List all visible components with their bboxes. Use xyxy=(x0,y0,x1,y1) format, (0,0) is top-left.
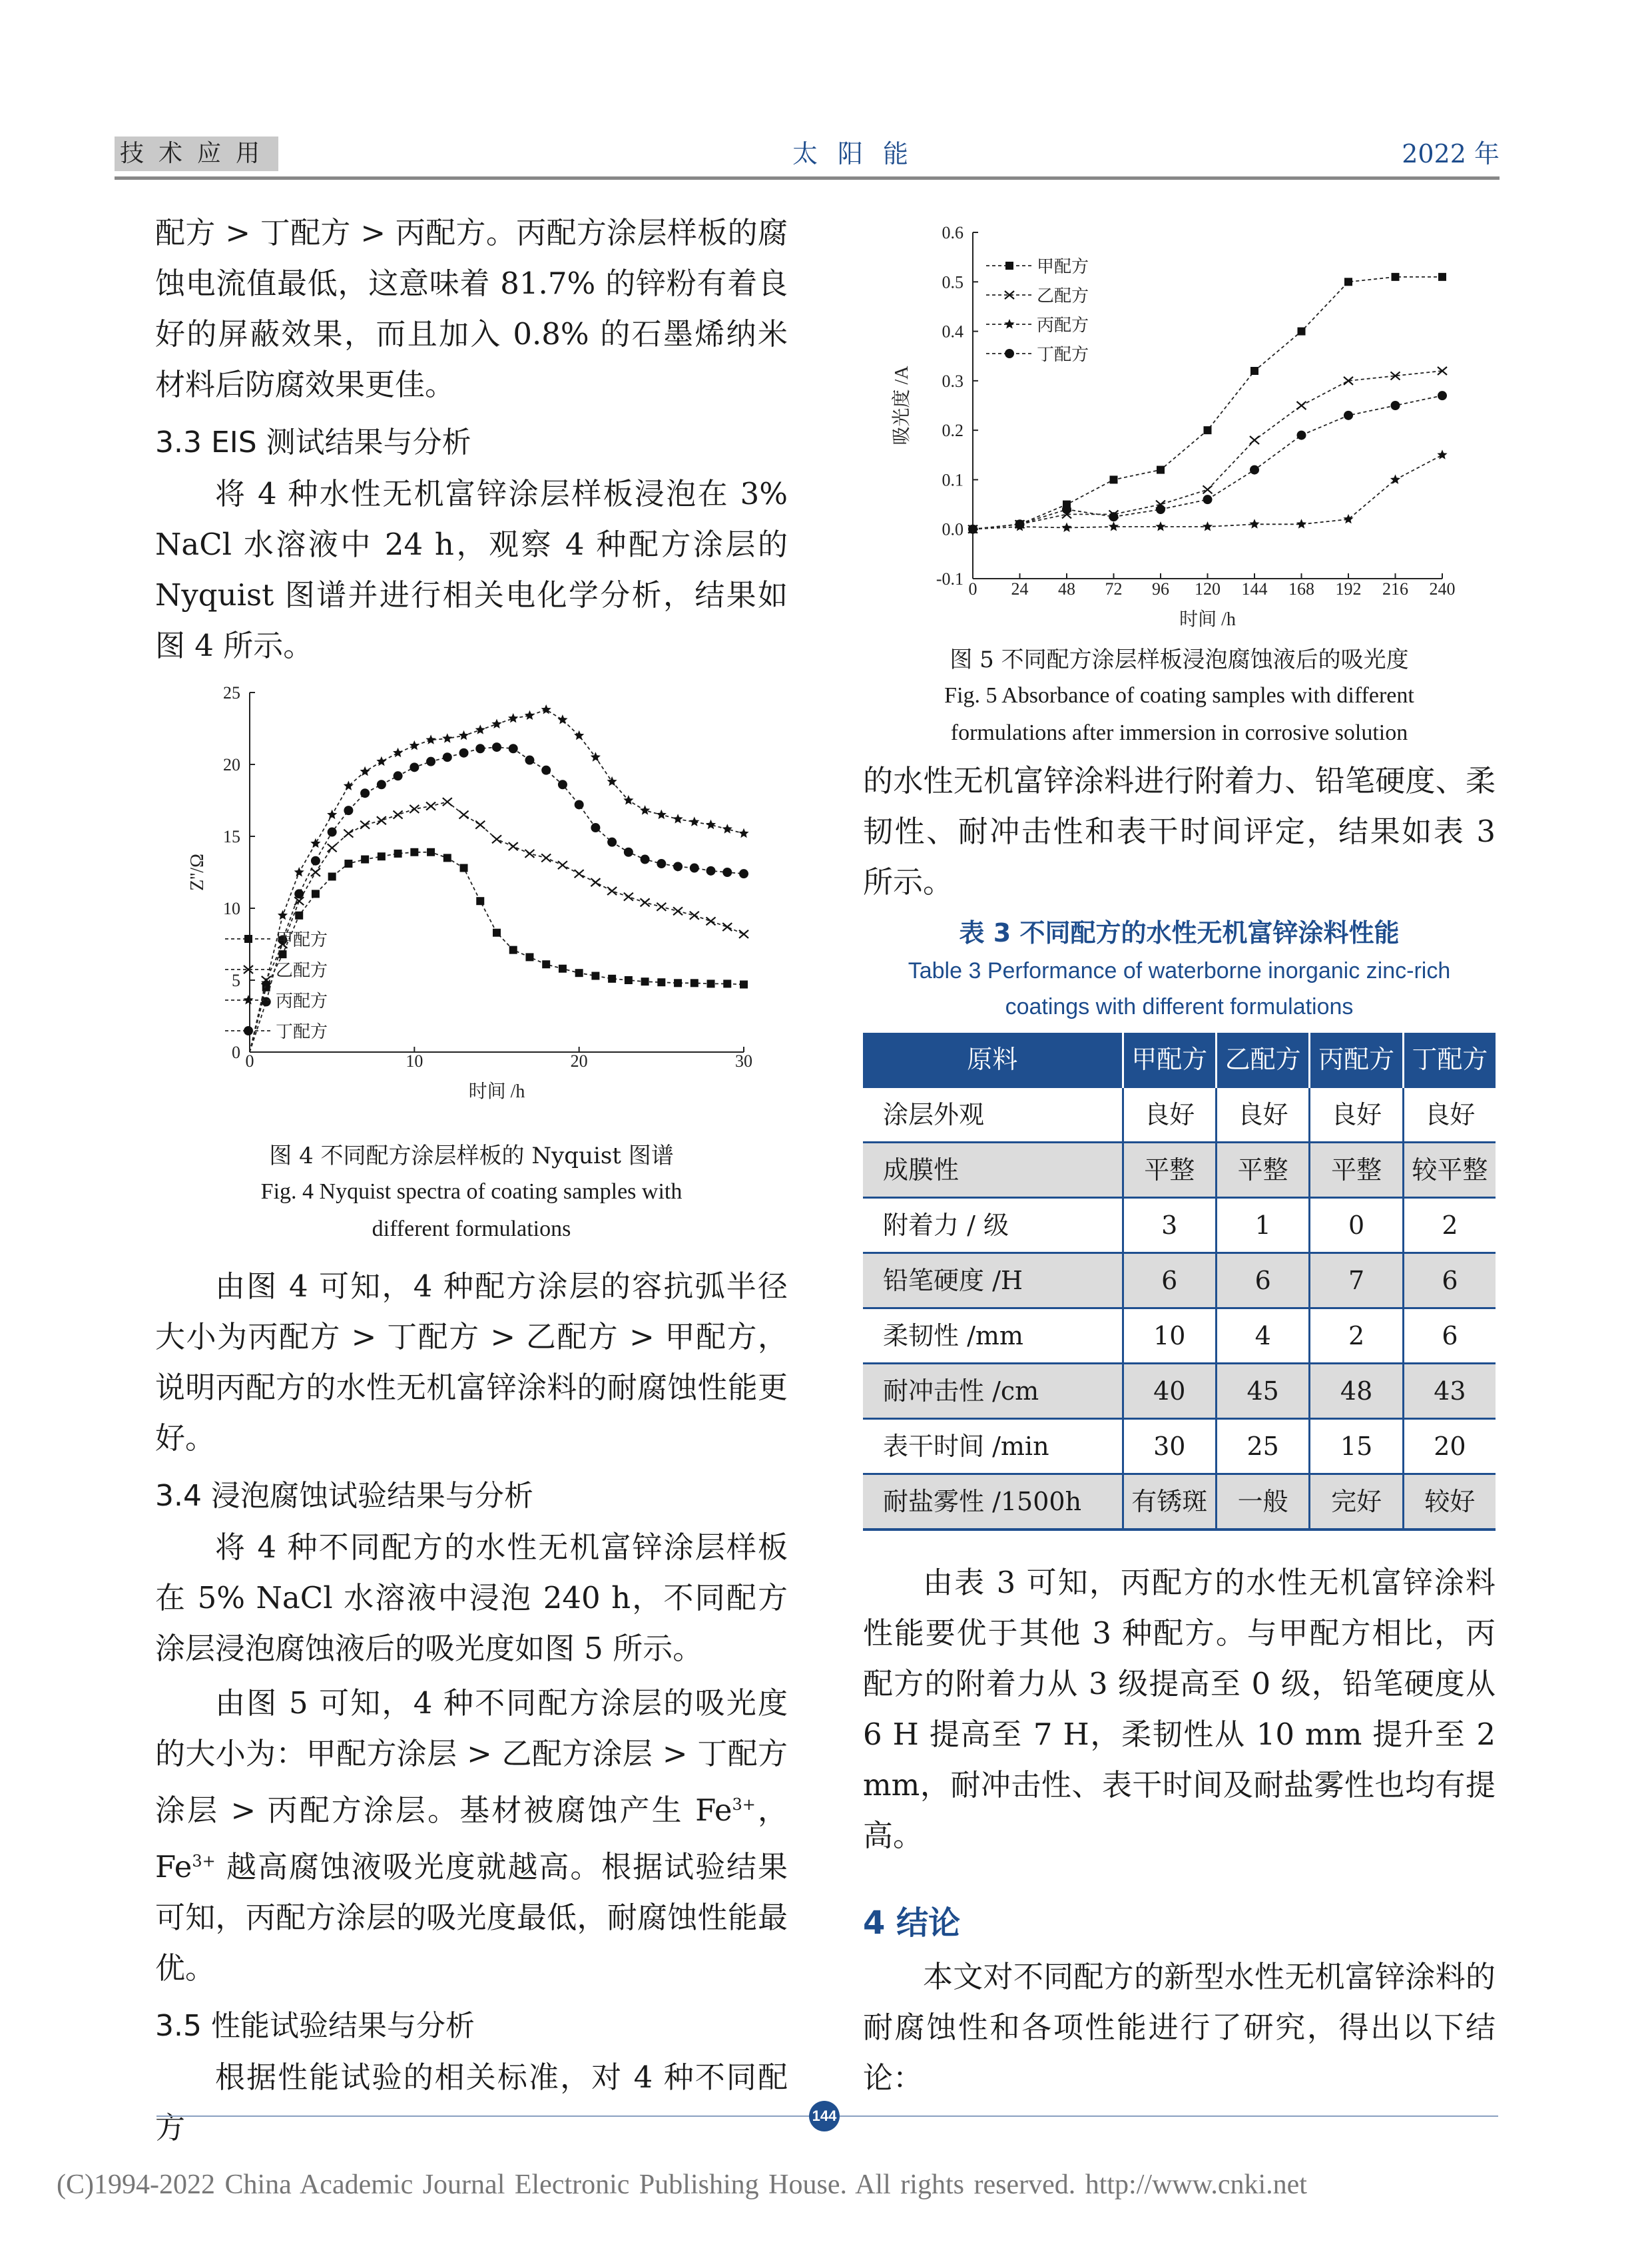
data-point xyxy=(1249,519,1259,529)
data-point xyxy=(607,776,617,786)
legend-marker xyxy=(1005,349,1014,358)
data-point xyxy=(360,788,370,798)
data-point xyxy=(1344,411,1353,420)
data-point xyxy=(558,861,567,869)
data-point xyxy=(1297,402,1306,410)
data-point xyxy=(278,910,288,920)
data-point xyxy=(393,748,403,758)
data-point xyxy=(476,897,484,905)
paragraph: 的水性无机富锌涂料进行附着力、铅笔硬度、柔韧性、耐冲击性和表干时间评定，结果如表 3 所示。 xyxy=(863,763,1496,900)
y-tick-label: 20 xyxy=(223,755,240,774)
data-point xyxy=(706,917,716,925)
data-point xyxy=(1298,328,1306,336)
x-tick-label: 10 xyxy=(406,1051,423,1071)
data-point xyxy=(394,771,403,780)
x-tick-label: 120 xyxy=(1195,579,1221,599)
y-tick-label: 25 xyxy=(223,683,240,702)
data-point xyxy=(722,868,732,877)
data-point xyxy=(673,862,683,871)
table-header-cell: 乙配方 xyxy=(1216,1033,1309,1087)
section-label: 技术应用 xyxy=(115,137,278,171)
paragraph: 将 4 种水性无机富锌涂层样板浸泡在 3% NaCl 水溶液中 24 h，观察 4 种配方涂层的 Nyquist 图谱并进行相关电化学分析，结果如图 4 所示。 xyxy=(155,476,788,663)
data-point xyxy=(641,898,650,906)
data-point xyxy=(1203,485,1213,493)
table-header-cell: 丙配方 xyxy=(1310,1033,1403,1087)
data-point xyxy=(738,828,748,838)
y-tick-label: 5 xyxy=(232,971,240,990)
data-point xyxy=(294,889,304,898)
data-point xyxy=(1250,436,1259,444)
data-point xyxy=(311,856,320,866)
paragraph: 由图 5 可知，4 种不同配方涂层的吸光度的大小为：甲配方涂层 > 乙配方涂层 > 丁配方涂层 > 丙配方涂层。基材被腐蚀产生 $Fe^{3+}$，$Fe^{3+}$ 越高腐蚀液吸光度就越高。根据试验结果可知，丙配方涂层的吸光度最低，耐腐蚀性能最优。 xyxy=(155,1685,788,1986)
y-tick-label: 0.3 xyxy=(942,371,964,391)
series-line xyxy=(973,371,1442,529)
data-point xyxy=(575,969,583,977)
data-point xyxy=(1203,495,1213,504)
data-point xyxy=(1109,521,1119,531)
figure-4-caption-cn: 图 4 不同配方涂层样板的 Nyquist 图谱 xyxy=(269,1143,674,1169)
x-tick-label: 240 xyxy=(1429,579,1456,599)
data-point xyxy=(706,820,716,830)
legend-marker xyxy=(1004,319,1014,329)
data-point xyxy=(673,814,683,824)
data-point xyxy=(541,704,551,714)
data-point xyxy=(442,733,452,743)
data-point xyxy=(361,856,369,864)
data-point xyxy=(509,842,518,850)
data-point xyxy=(394,850,402,858)
data-point xyxy=(722,923,732,931)
data-point xyxy=(1109,512,1119,521)
section-heading-4: 4 结论 xyxy=(863,1904,961,1942)
data-point xyxy=(624,848,633,857)
journal-year: 2022 年 xyxy=(1402,139,1500,168)
x-tick-label: 192 xyxy=(1335,579,1362,599)
x-tick-label: 96 xyxy=(1152,579,1169,599)
data-point xyxy=(657,859,666,868)
table-row: 柔韧性 /mm 10 4 2 6 xyxy=(863,1308,1496,1364)
data-point xyxy=(459,730,469,740)
data-point xyxy=(574,730,584,740)
data-point xyxy=(328,872,336,880)
y-tick-label: 0 xyxy=(232,1043,240,1062)
data-point xyxy=(410,762,419,772)
data-point xyxy=(378,852,386,860)
absorbance-chart xyxy=(863,216,1496,643)
data-point xyxy=(509,946,517,954)
data-point xyxy=(689,816,699,826)
y-axis-label: Z''/Ω xyxy=(187,854,208,891)
x-tick-label: 0 xyxy=(245,1051,254,1071)
data-point xyxy=(541,766,551,775)
data-point xyxy=(575,870,584,878)
data-point xyxy=(327,810,337,820)
legend-label: 乙配方 xyxy=(1037,286,1089,306)
data-point xyxy=(262,997,271,1006)
data-point xyxy=(559,965,567,973)
x-tick-label: 24 xyxy=(1011,579,1029,599)
data-point xyxy=(1250,465,1259,475)
data-point xyxy=(493,929,501,937)
figure-5-caption-en: Fig. 5 Absorbance of coating samples with different xyxy=(944,683,1414,708)
data-point xyxy=(491,719,501,729)
data-point xyxy=(344,806,353,815)
data-point xyxy=(1203,521,1213,531)
data-point xyxy=(377,780,386,789)
figure-5-caption-en: formulations after immersion in corrosive solution xyxy=(950,720,1408,745)
data-point xyxy=(525,756,534,765)
data-point xyxy=(690,864,699,873)
x-tick-label: 72 xyxy=(1105,579,1123,599)
data-point xyxy=(376,756,386,766)
data-point xyxy=(542,960,550,968)
series-line xyxy=(973,455,1442,529)
paragraph: 由表 3 可知，丙配方的水性无机富锌涂料性能要优于其他 3 种配方。与甲配方相比，丙配方的附着力从 3 级提高至 0 级，铅笔硬度从 6 H 提高至 7 H，柔韧性从 10 mm 提升至 2 mm，耐冲击性、表干时间及耐盐雾性也均有提高。 xyxy=(863,1565,1496,1853)
data-point xyxy=(1438,391,1447,400)
data-point xyxy=(508,713,518,723)
data-point xyxy=(1391,401,1400,410)
data-point xyxy=(1156,505,1165,514)
running-header xyxy=(115,137,1500,180)
data-point xyxy=(657,978,665,986)
data-point xyxy=(1437,449,1447,459)
table-row: 耐盐雾性 /1500h 有锈斑 一般 完好 较好 xyxy=(863,1474,1496,1530)
table-row: 成膜性 平整 平整 平整 较平整 xyxy=(863,1143,1496,1198)
table-3-title-en: Table 3 Performance of waterborne inorganic zinc-rich xyxy=(908,958,1451,983)
x-tick-label: 30 xyxy=(735,1051,752,1071)
data-point xyxy=(443,854,451,862)
data-point xyxy=(525,953,533,961)
y-tick-label: -0.1 xyxy=(936,569,964,589)
data-point xyxy=(492,835,501,843)
data-point xyxy=(657,810,667,820)
data-point xyxy=(1204,426,1212,434)
y-axis-label: 吸光度 /A xyxy=(892,366,912,445)
legend-label: 丙配方 xyxy=(1037,316,1089,335)
data-point xyxy=(410,848,418,856)
data-point xyxy=(690,979,698,987)
data-point xyxy=(360,766,370,776)
data-point xyxy=(740,980,748,988)
data-point xyxy=(1438,273,1446,281)
data-point xyxy=(459,748,469,758)
section-heading-3-3: 3.3 EIS 测试结果与分析 xyxy=(155,425,471,459)
data-point xyxy=(641,978,649,985)
copyright-notice: (C)1994-2022 China Academic Journal Electronic Publishing House. All rights reserved. http://www.cnki.net xyxy=(57,2169,1307,2200)
data-point xyxy=(1015,519,1025,529)
y-tick-label: 0.5 xyxy=(942,272,964,292)
legend-label: 丙配方 xyxy=(276,991,328,1011)
data-point xyxy=(608,975,616,983)
table-header-cell: 原料 xyxy=(863,1033,1123,1087)
y-tick-label: 15 xyxy=(223,827,240,846)
data-point xyxy=(722,824,732,834)
data-point xyxy=(1062,505,1071,514)
legend-label: 丁配方 xyxy=(276,1022,328,1041)
data-point xyxy=(723,980,731,987)
data-point xyxy=(707,980,715,987)
x-tick-label: 0 xyxy=(968,579,977,599)
x-axis-label: 时间 /h xyxy=(468,1081,525,1102)
data-point xyxy=(525,710,535,720)
y-tick-label: 0.4 xyxy=(942,322,964,342)
data-point xyxy=(344,780,354,790)
x-tick-label: 216 xyxy=(1382,579,1408,599)
table-row: 表干时间 /min 30 25 15 20 xyxy=(863,1419,1496,1474)
figure-4-caption-en: different formulations xyxy=(372,1217,571,1241)
data-point xyxy=(360,821,370,829)
data-point xyxy=(394,811,403,819)
y-tick-label: 10 xyxy=(223,899,240,918)
section-heading-3-4: 3.4 浸泡腐蚀试验结果与分析 xyxy=(155,1479,533,1513)
data-point xyxy=(525,850,534,858)
data-point xyxy=(558,780,567,789)
data-point xyxy=(607,838,617,847)
data-point xyxy=(426,802,435,810)
data-point xyxy=(295,912,303,920)
data-point xyxy=(310,838,320,848)
data-point xyxy=(657,903,666,911)
table-3-title-cn: 表 3 不同配方的水性无机富锌涂料性能 xyxy=(959,918,1400,948)
table-row: 耐冲击性 /cm 40 45 48 43 xyxy=(863,1364,1496,1419)
journal-name: 太阳能 xyxy=(792,139,928,168)
legend-marker xyxy=(244,935,252,943)
paragraph: 由图 4 可知，4 种配方涂层的容抗弧半径大小为丙配方 > 丁配方 > 乙配方 > 甲配方，说明丙配方的水性无机富锌涂料的耐腐蚀性能更好。 xyxy=(155,1268,788,1456)
data-point xyxy=(706,866,716,876)
data-point xyxy=(1110,475,1118,483)
legend-label: 甲配方 xyxy=(1037,257,1089,276)
data-point xyxy=(426,757,435,766)
data-point xyxy=(739,869,748,878)
data-point xyxy=(377,816,386,824)
figure-4-caption-en: Fig. 4 Nyquist spectra of coating samples with xyxy=(260,1179,683,1204)
data-point xyxy=(1157,466,1165,474)
data-point xyxy=(591,823,600,832)
data-point xyxy=(443,752,452,762)
data-point xyxy=(1297,431,1306,440)
table-3-title-en: coatings with different formulations xyxy=(1005,994,1354,1019)
table-header-cell: 丁配方 xyxy=(1403,1033,1496,1087)
data-point xyxy=(690,912,699,920)
data-point xyxy=(575,800,584,809)
data-point xyxy=(1296,519,1306,529)
data-point xyxy=(1155,521,1165,531)
data-point xyxy=(312,890,320,898)
data-point xyxy=(625,976,633,984)
data-point xyxy=(344,830,353,838)
left-column xyxy=(155,208,788,2153)
series-line xyxy=(973,277,1442,529)
y-tick-label: 0.1 xyxy=(942,470,964,490)
x-tick-label: 168 xyxy=(1288,579,1314,599)
data-point xyxy=(641,855,650,864)
x-tick-label: 48 xyxy=(1058,579,1075,599)
section-heading-3-5: 3.5 性能试验结果与分析 xyxy=(155,2009,475,2043)
paragraph: 根据性能试验的相关标准，对 4 种不同配方 xyxy=(155,2060,788,2145)
table-header-cell: 甲配方 xyxy=(1123,1033,1216,1087)
y-tick-label: 0.0 xyxy=(942,519,964,539)
data-point xyxy=(475,724,485,734)
page-number: 144 xyxy=(809,2101,840,2131)
data-point xyxy=(968,525,977,534)
data-point xyxy=(591,878,600,886)
data-point xyxy=(426,734,436,744)
data-point xyxy=(460,864,468,872)
data-point xyxy=(673,907,683,915)
data-point xyxy=(1250,367,1258,375)
data-point xyxy=(1343,514,1353,523)
y-tick-label: 0.2 xyxy=(942,421,964,441)
data-point xyxy=(328,844,337,852)
data-point xyxy=(294,867,304,877)
figure-4 xyxy=(155,679,788,1139)
y-tick-label: 0.6 xyxy=(942,223,964,242)
data-point xyxy=(541,854,551,862)
data-point xyxy=(607,887,617,895)
x-tick-label: 144 xyxy=(1241,579,1268,599)
nyquist-chart xyxy=(155,679,788,1139)
data-point xyxy=(1344,278,1352,286)
paragraph: 将 4 种不同配方的水性无机富锌涂层样板在 5% NaCl 水溶液中浸泡 240 h，不同配方涂层浸泡腐蚀液后的吸光度如图 5 所示。 xyxy=(155,1530,788,1666)
data-point xyxy=(739,930,748,938)
performance-table xyxy=(863,1033,1496,1531)
data-point xyxy=(674,979,682,987)
figure-5-caption-cn: 图 5 不同配方涂层样板浸泡腐蚀液后的吸光度 xyxy=(950,647,1409,673)
right-column xyxy=(863,216,1496,2103)
data-point xyxy=(591,972,599,980)
data-point xyxy=(344,860,352,868)
legend-marker xyxy=(1005,262,1013,270)
legend-marker xyxy=(244,1026,253,1035)
legend-label: 甲配方 xyxy=(276,930,328,950)
data-point xyxy=(311,868,320,876)
data-point xyxy=(640,805,650,815)
table-row: 铅笔硬度 /H 6 6 7 6 xyxy=(863,1253,1496,1308)
data-point xyxy=(1061,523,1071,533)
table-header-row xyxy=(863,1033,1496,1087)
data-point xyxy=(459,811,469,819)
data-point xyxy=(624,893,633,901)
data-point xyxy=(1392,273,1400,281)
data-point xyxy=(475,821,485,829)
table-row: 附着力 / 级 3 1 0 2 xyxy=(863,1198,1496,1253)
data-point xyxy=(410,740,419,750)
data-point xyxy=(475,744,485,753)
data-point xyxy=(328,828,337,837)
data-point xyxy=(492,742,501,752)
legend-marker xyxy=(243,995,253,1005)
data-point xyxy=(427,848,435,856)
data-point xyxy=(509,744,518,753)
data-point xyxy=(557,714,567,724)
data-point xyxy=(443,798,452,806)
x-tick-label: 20 xyxy=(570,1051,588,1071)
paragraph: 本文对不同配方的新型水性无机富锌涂料的耐腐蚀性和各项性能进行了研究，得出以下结论： xyxy=(863,1959,1496,2096)
series-line xyxy=(973,396,1442,529)
x-axis-label: 时间 /h xyxy=(1179,609,1236,630)
table-row: 涂层外观 良好 良好 良好 良好 xyxy=(863,1087,1496,1143)
paragraph: 配方 > 丁配方 > 丙配方。丙配方涂层样板的腐蚀电流值最低，这意味着 81.7% 的锌粉有着良好的屏蔽效果，而且加入 0.8% 的石墨烯纳米材料后防腐效果更佳。 xyxy=(155,215,788,402)
figure-5 xyxy=(863,216,1496,643)
legend-label: 丁配方 xyxy=(1037,345,1089,364)
legend-label: 乙配方 xyxy=(276,961,328,980)
